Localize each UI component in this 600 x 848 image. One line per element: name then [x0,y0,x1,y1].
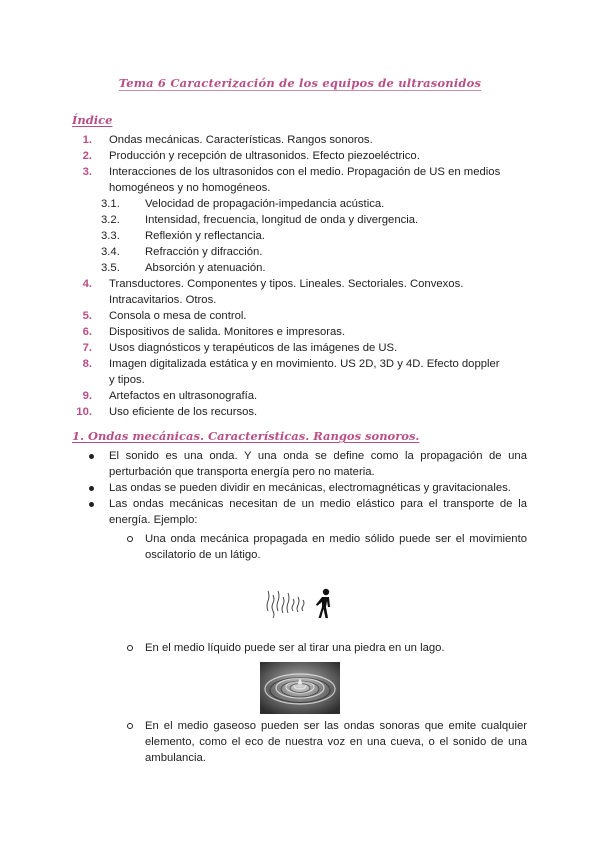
table-of-contents [0,132,600,420]
section-body-cont-1 [0,640,600,656]
bullet-dot-icon [89,454,94,459]
toc-subitem: 3.2. Intensidad, frecuencia, longitud de onda y divergencia. [101,214,419,226]
section-body-cont-2 [0,718,600,766]
page-title: Tema 6 Caracterización de los equipos de ultrasonidos [118,76,482,90]
toc-subitem: 3.3. Reflexión y reflectancia. [101,230,265,242]
section-body [0,448,600,563]
toc-item: 4. Transductores. Componentes y tipos. Lineales. Sectoriales. Convexos. Intracavitarios. Otros. [82,278,464,306]
toc-subitem: 3.5. Absorción y atenuación. [101,262,266,274]
section-heading: 1. Ondas mecánicas. Características. Rangos sonoros. [72,429,420,443]
toc-item: 1. Ondas mecánicas. Características. Rangos sonoros. [82,134,373,146]
bullet-dot-icon [89,502,94,507]
toc-item: 2. Producción y recepción de ultrasonidos. Efecto piezoeléctrico. [82,150,420,162]
toc-item: 3. Interacciones de los ultrasonidos con el medio. Propagación de US en medios homogéneos y no homogéneos. [82,166,501,194]
whip-wave-illustration [266,587,336,621]
sub-bullet-item: Una onda mecánica propagada en medio sólido puede ser el movimiento oscilatorio de un látigo. [0,531,600,563]
toc-subitem: 3.1. Velocidad de propagación-impedancia acústica. [101,198,385,210]
bullet-circle-icon [127,645,133,651]
bullet-circle-icon [127,536,133,542]
bullet-item: Las ondas mecánicas necesitan de un medio elástico para el transporte de la energía. Ejemplo: [0,496,600,528]
toc-item: 10. Uso eficiente de los recursos. [76,406,258,418]
bullet-item: Las ondas se pueden dividir en mecánicas, electromagnéticas y gravitacionales. [0,480,600,496]
toc-item: 7. Usos diagnósticos y terapéuticos de las imágenes de US. [82,342,398,354]
toc-item: 5. Consola o mesa de control. [82,310,247,322]
toc-subitem: 3.4. Refracción y difracción. [101,246,263,258]
toc-item: 6. Dispositivos de salida. Monitores e impresoras. [82,326,346,338]
sub-bullet-item: En el medio gaseoso pueden ser las ondas sonoras que emite cualquier elemento, como el eco de nuestra voz en una cueva, o el sonido de una ambulancia. [0,718,600,766]
toc-item: 8. Imagen digitalizada estática y en movimiento. US 2D, 3D y 4D. Efecto doppler y tipos. [82,358,500,386]
water-ripple-photo [260,662,340,714]
bullet-dot-icon [89,486,94,491]
bullet-circle-icon [127,723,133,729]
sub-bullet-item: En el medio líquido puede ser al tirar una piedra en un lago. [0,640,600,656]
bullet-item: El sonido es una onda. Y una onda se define como la propagación de una perturbación que transporta energía pero no materia. [0,448,600,480]
index-heading: Índice [72,113,113,127]
toc-item: 9. Artefactos en ultrasonografía. [82,390,258,402]
